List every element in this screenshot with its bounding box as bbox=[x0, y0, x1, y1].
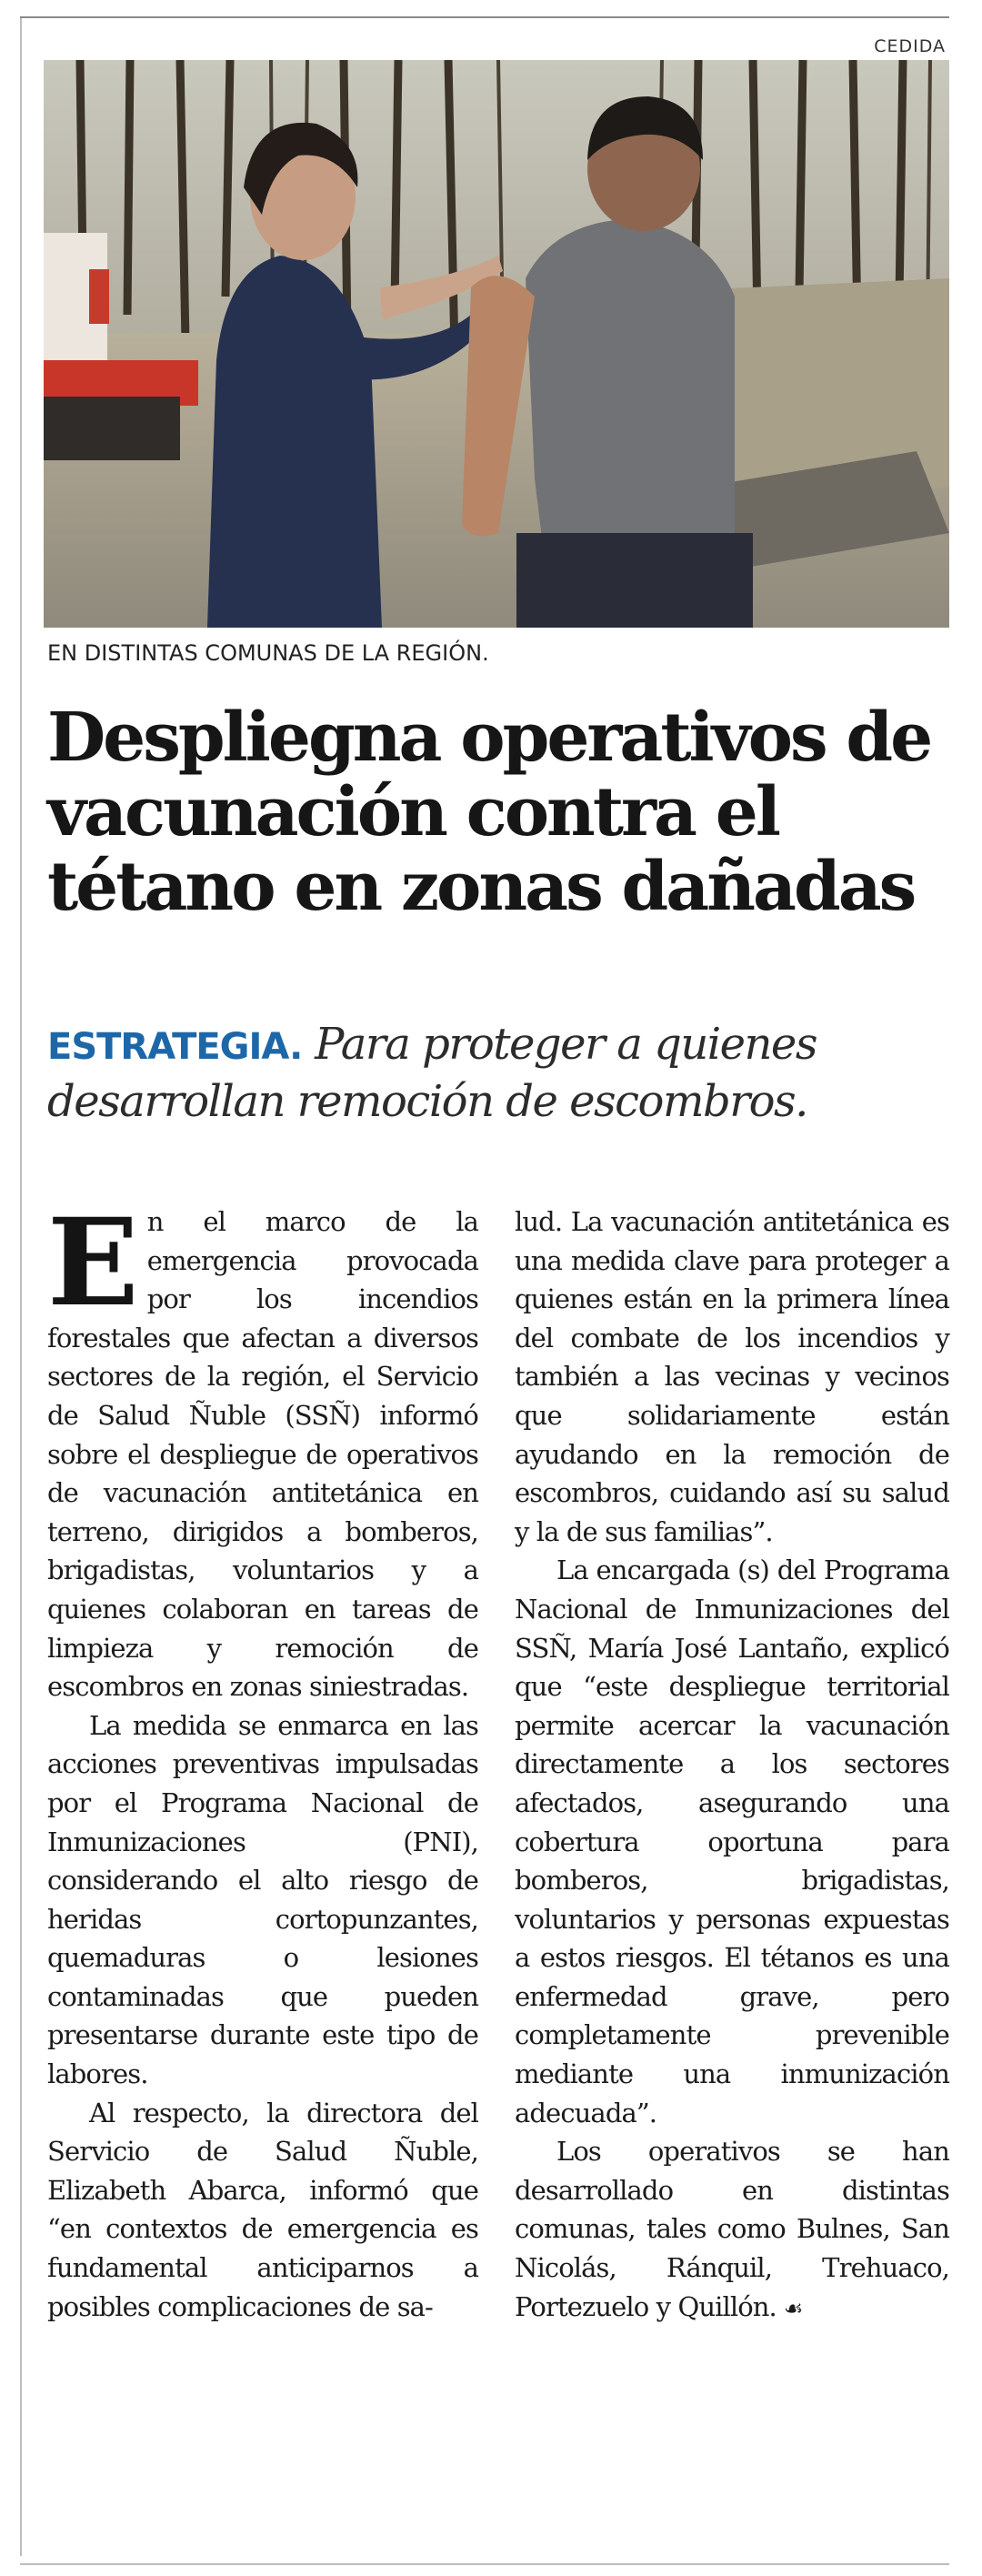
top-rule bbox=[20, 16, 949, 18]
vaccination-photo bbox=[44, 60, 949, 628]
paragraph-5-text: Los operativos se han desarrollado en distintas comunas, tales como Bulnes, San Nicolás, Ránquil, Trehuaco, Portezuelo y Quillón. bbox=[515, 2136, 949, 2322]
bottom-rule bbox=[20, 2563, 949, 2565]
dek: Para proteger a quienes desarrollan remoción de escombros. bbox=[47, 1019, 817, 1127]
article-column-2 bbox=[515, 1202, 949, 2328]
paragraph-3: Al respecto, la directora del Servicio de Salud Ñuble, Elizabeth Abarca, informó que “en contextos de emergencia es fundamental anticiparnos a posibles complicaciones de sa- bbox=[47, 2097, 478, 2322]
paragraph-2: La medida se enmarca en las acciones preventivas impulsadas por el Programa Nacional de Inmunizaciones (PNI), considerando el alto riesgo de heridas cortopunzantes, quemaduras o lesiones contaminadas que pueden presentarse durante este tipo de labores. bbox=[47, 1709, 478, 2090]
photo-credit: CEDIDA bbox=[874, 36, 946, 56]
article-photo bbox=[44, 60, 949, 628]
paragraph-3-continued: lud. La vacunación antitetánica es una medida clave para proteger a quienes están en la primera línea del combate de los incendios y también a las vecinas y vecinos que solidariamente están ayudando en la remoción de escombros, cuidando así su salud y la de sus familias”. bbox=[515, 1206, 949, 1547]
paragraph-1 bbox=[47, 1192, 478, 1706]
headline: Despliegna operativos de vacunación contra el tétano en zonas dañadas bbox=[47, 699, 931, 926]
paragraph-1-text: n el marco de la emergencia provocada por los incendios forestales que afectan a diversos sectores de la región, el Servicio de Salud Ñuble (SSÑ) informó sobre el despliegue de operativos de vacunación antitetánica en terreno, dirigidos a bomberos, brigadistas, voluntarios y a quienes colaboran en tareas de limpieza y remoción de escombros en zonas siniestradas. bbox=[47, 1206, 478, 1703]
paragraph-4: La encargada (s) del Programa Nacional de Inmunizaciones del SSÑ, María José Lantaño, explicó que “este despliegue territorial permite acercar la vacunación directamente a los sectores afectados, asegurando una cobertura oportuna para bomberos, brigadistas, voluntarios y personas expuestas a estos riesgos. El tétanos es una enfermedad grave, pero completamente prevenible mediante una inmunización adecuada”. bbox=[515, 1555, 949, 2128]
kicker: ESTRATEGIA. bbox=[47, 1026, 303, 1068]
end-mark-icon: ☙ bbox=[783, 2295, 803, 2321]
photo-caption: EN DISTINTAS COMUNAS DE LA REGIÓN. bbox=[47, 640, 489, 666]
article-column-1 bbox=[47, 1192, 478, 2326]
paragraph-5 bbox=[515, 2132, 949, 2328]
deck bbox=[47, 1017, 957, 1129]
drop-cap: E bbox=[47, 1192, 138, 1333]
left-rule bbox=[20, 18, 22, 2556]
